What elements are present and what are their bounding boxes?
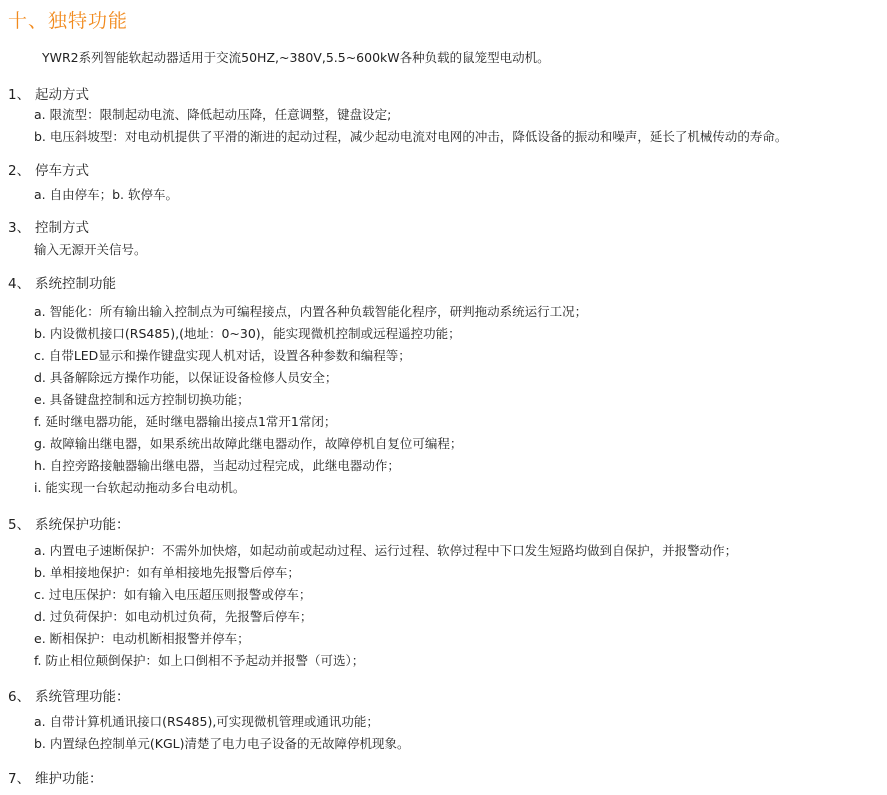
list-item: a. 智能化：所有输出输入控制点为可编程接点，内置各种负载智能化程序，研判拖动系统运行工况； xyxy=(34,304,588,319)
list-item: c. 过电压保护：如有输入电压超压则报警或停车； xyxy=(34,587,312,602)
section-title-system-control xyxy=(8,275,116,293)
section-title-text: 系统控制功能 xyxy=(35,276,116,292)
section-title-control-mode xyxy=(8,219,89,237)
list-item: a. 自由停车；b. 软停车。 xyxy=(34,187,178,202)
section-number: 2、 xyxy=(8,163,31,179)
list-item: g. 故障输出继电器，如果系统出故障此继电器动作，故障停机自复位可编程； xyxy=(34,436,463,451)
list-item: e. 具备键盘控制和远方控制切换功能； xyxy=(34,392,250,407)
section-title-starting-mode xyxy=(8,86,89,104)
section-number: 7、 xyxy=(8,771,31,787)
section-number: 1、 xyxy=(8,87,31,103)
list-item: d. 过负荷保护：如电动机过负荷，先报警后停车； xyxy=(34,609,313,624)
list-item: d. 具备解除远方操作功能，以保证设备检修人员安全； xyxy=(34,370,338,385)
list-item: b. 单相接地保护：如有单相接地先报警后停车； xyxy=(34,565,300,580)
section-title-maintenance xyxy=(8,770,103,788)
section-title-text: 维护功能： xyxy=(35,771,103,787)
section-number: 5、 xyxy=(8,517,31,533)
list-item: b. 内置绿色控制单元(KGL)清楚了电力电子设备的无故障停机现象。 xyxy=(34,736,410,751)
section-title-text: 起动方式 xyxy=(35,87,89,103)
section-number: 6、 xyxy=(8,689,31,705)
page-title: 十、独特功能 xyxy=(8,10,129,32)
list-item: f. 防止相位颠倒保护：如上口倒相不予起动并报警（可选）； xyxy=(34,653,365,668)
list-item: h. 自控旁路接触器输出继电器，当起动过程完成，此继电器动作； xyxy=(34,458,400,473)
list-item: b. 内设微机接口(RS485),(地址：0~30)，能实现微机控制或远程遥控功能； xyxy=(34,326,461,341)
section-title-text: 控制方式 xyxy=(35,220,89,236)
list-item: f. 延时继电器功能，延时继电器输出接点1常开1常闭； xyxy=(34,414,337,429)
section-number: 3、 xyxy=(8,220,31,236)
list-item: i. 能实现一台软起动拖动多台电动机。 xyxy=(34,480,246,495)
list-item: a. 内置电子速断保护：不需外加快熔，如起动前或起动过程、运行过程、软停过程中下口发生短路均做到自保护，并报警动作； xyxy=(34,543,738,558)
intro-paragraph: YWR2系列智能软起动器适用于交流50HZ,~380V,5.5~600kW各种负载的鼠笼型电动机。 xyxy=(42,50,550,65)
section-title-text: 系统管理功能： xyxy=(35,689,130,705)
section-title-system-management xyxy=(8,688,130,706)
section-title-text: 停车方式 xyxy=(35,163,89,179)
list-item: a. 自带计算机通讯接口(RS485),可实现微机管理或通讯功能； xyxy=(34,714,379,729)
list-item: e. 断相保护：电动机断相报警并停车； xyxy=(34,631,250,646)
list-item: c. 自带LED显示和操作键盘实现人机对话，设置各种参数和编程等； xyxy=(34,348,411,363)
section-title-system-protection xyxy=(8,516,130,534)
section-title-stop-mode xyxy=(8,162,89,180)
list-item: b. 电压斜坡型：对电动机提供了平滑的渐进的起动过程，减少起动电流对电网的冲击，降低设备的振动和噪声，延长了机械传动的寿命。 xyxy=(34,129,788,144)
list-item: a. 限流型：限制起动电流、降低起动压降，任意调整，键盘设定; xyxy=(34,107,392,122)
section-title-text: 系统保护功能： xyxy=(35,517,130,533)
list-item: 输入无源开关信号。 xyxy=(34,242,147,257)
section-number: 4、 xyxy=(8,276,31,292)
